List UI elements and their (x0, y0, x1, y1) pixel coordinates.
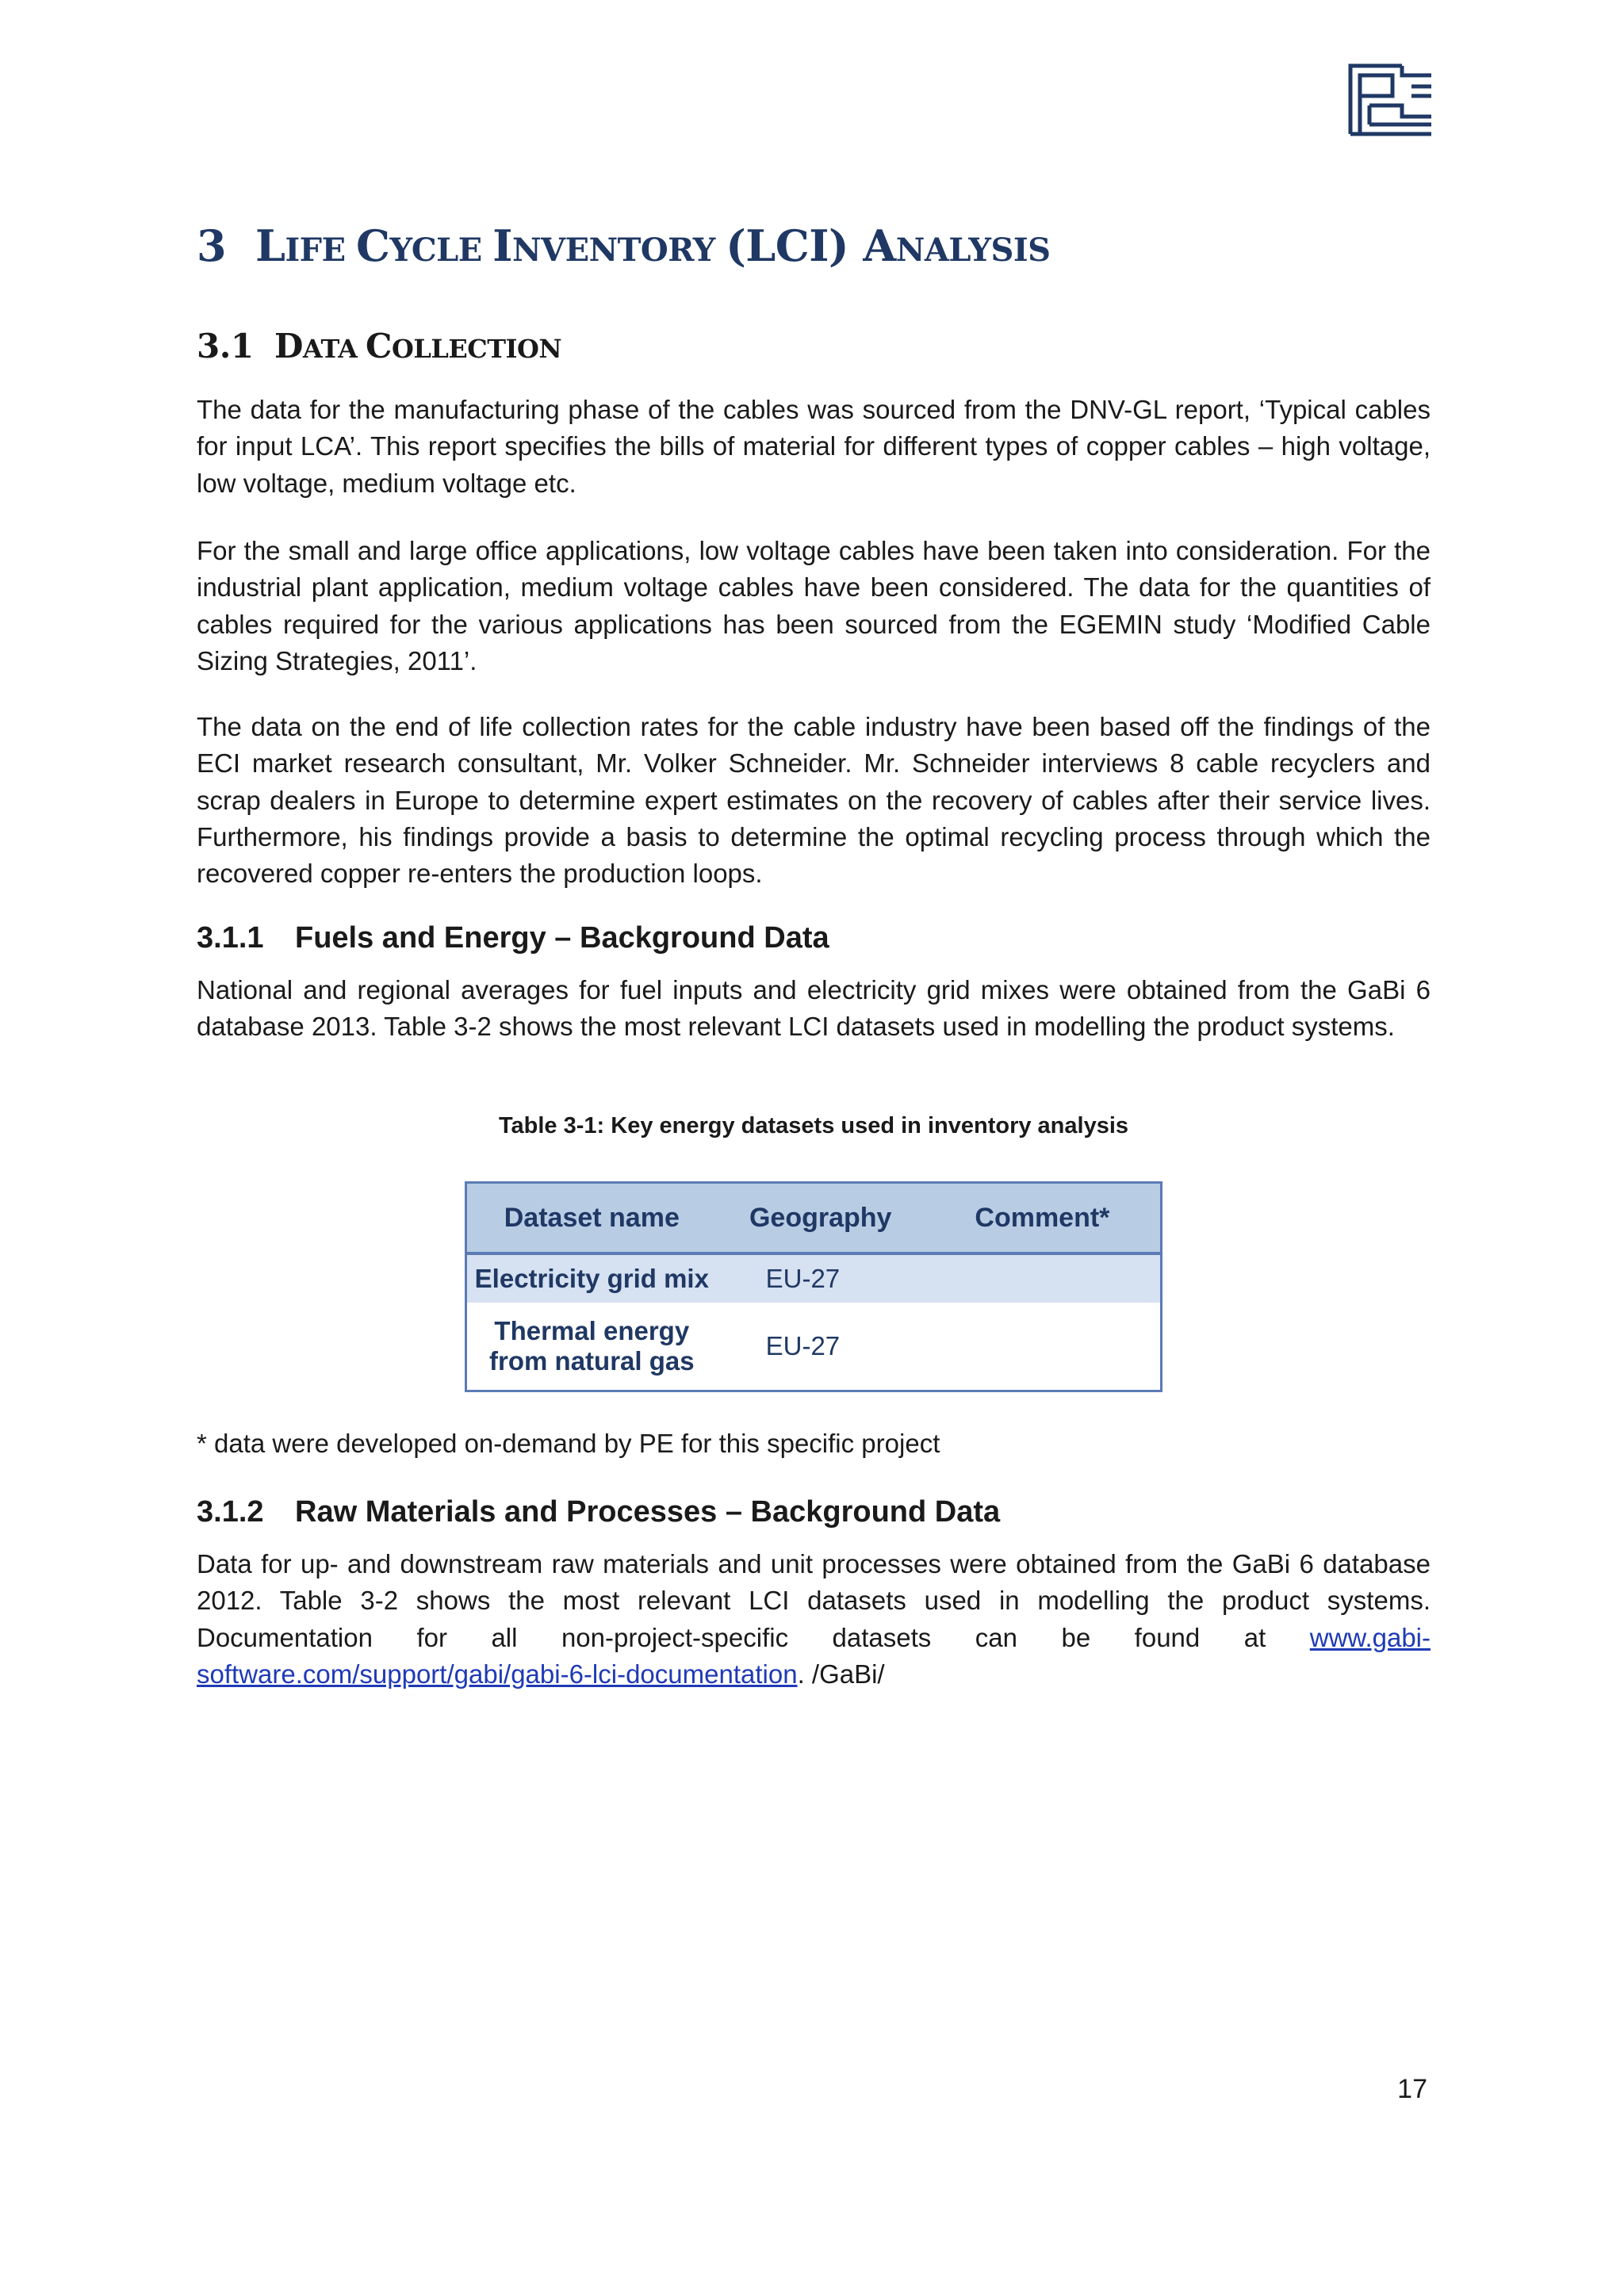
table-header-geography: Geography (717, 1184, 925, 1253)
gabi-documentation-link[interactable]: www.gabi-software.com/support/gabi/gabi-6-lci-documentation (197, 1622, 1431, 1689)
section-number: 3.1 (197, 327, 254, 365)
table-footnote: * data were developed on-demand by PE for this specific project (197, 1429, 940, 1458)
table-cell-name: Electricity grid mix (467, 1253, 717, 1303)
subsection-2-paragraph: Data for up- and downstream raw materials and unit processes were obtained from the GaBi 6 database 2012. Table 3-2 shows the most relevant LCI datasets used in modelling the product systems. Documentation for all non-project-specific datasets can be found at www.gabi-software.com/support/gabi/gabi-6-lci-documentation. /GaBi/ (197, 1549, 1431, 1689)
section-heading: 3.1 DATA COLLECTION (197, 327, 562, 365)
subsection-heading-3-1-2: 3.1.2 Raw Materials and Processes – Background Data (197, 1495, 1001, 1529)
table-caption: Table 3-1: Key energy datasets used in inventory analysis (498, 1113, 1129, 1138)
table-cell-comment (925, 1303, 1160, 1390)
energy-datasets-table (465, 1181, 1162, 1392)
table-cell-comment (925, 1253, 1160, 1303)
table-header-comment: Comment* (925, 1184, 1160, 1253)
PE-logo-icon (1348, 63, 1434, 136)
paragraph-2: For the small and large office applications, low voltage cables have been taken into consideration. For the industrial plant application, medium voltage cables have been considered. The data for the quantities of cables required for the various applications has been sourced from the EGEMIN study ‘Modified Cable Sizing Strategies, 2011’. (197, 536, 1431, 675)
page-number: 17 (1397, 2074, 1427, 2104)
table-row (467, 1253, 1160, 1303)
table-cell-geography: EU-27 (717, 1253, 925, 1303)
table-header-dataset-name: Dataset name (467, 1184, 717, 1253)
chapter-heading: 3 LIFE CYCLE INVENTORY (LCI) ANALYSIS (197, 220, 1051, 271)
paragraph-1: The data for the manufacturing phase of the cables was sourced from the DNV-GL report, ‘Typical cables for input LCA’. This report specifies the bills of material for different types of copper cables – high voltage, low voltage, medium voltage etc. (197, 395, 1431, 498)
chapter-number: 3 (197, 220, 227, 271)
subsection-heading-3-1-1: 3.1.1 Fuels and Energy – Background Data (197, 921, 829, 955)
table-cell-name: Thermal energy from natural gas (467, 1303, 717, 1390)
table-row (467, 1303, 1160, 1390)
table-cell-geography: EU-27 (717, 1303, 925, 1390)
paragraph-3: The data on the end of life collection rates for the cable industry have been based off the findings of the ECI market research consultant, Mr. Volker Schneider. Mr. Schneider interviews 8 cable recyclers and scrap dealers in Europe to determine expert estimates on the recovery of cables after their service lives. Furthermore, his findings provide a basis to determine the optimal recycling process through which the recovered copper re-enters the production loops. (197, 712, 1431, 889)
subsection-1-paragraph: National and regional averages for fuel inputs and electricity grid mixes were obtained from the GaBi 6 database 2013. Table 3-2 shows the most relevant LCI datasets used in modelling the product systems. (197, 975, 1431, 1042)
